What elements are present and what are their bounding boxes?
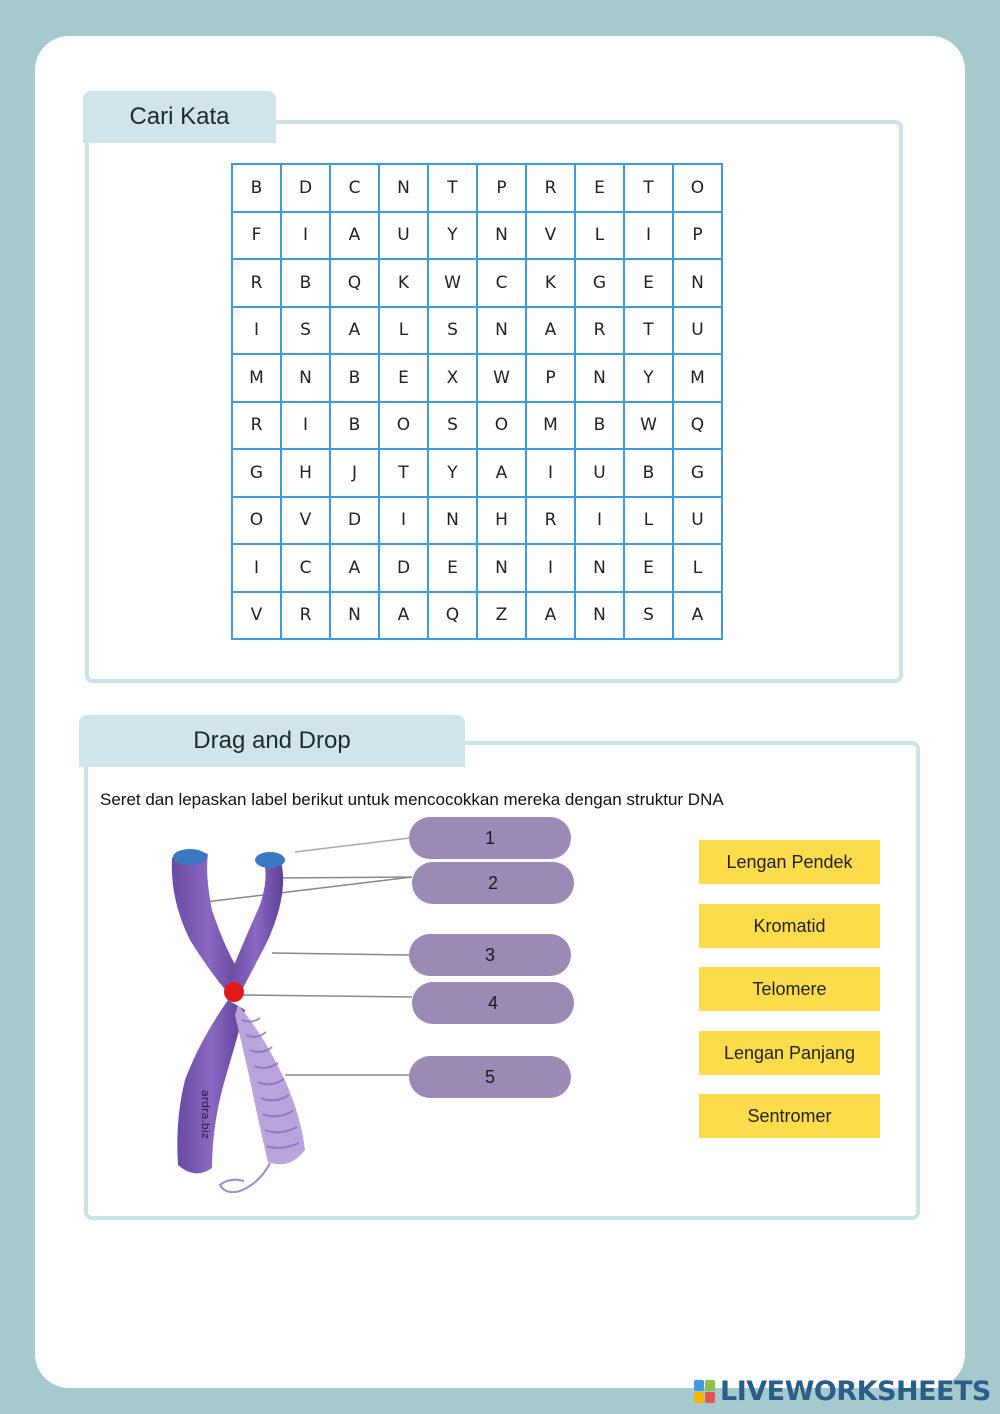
- grid-cell[interactable]: E: [625, 545, 674, 593]
- grid-cell[interactable]: A: [527, 308, 576, 356]
- grid-cell[interactable]: C: [331, 165, 380, 213]
- liveworksheets-logo-icon: [694, 1380, 716, 1404]
- grid-cell[interactable]: T: [429, 165, 478, 213]
- grid-cell[interactable]: P: [527, 355, 576, 403]
- grid-cell[interactable]: N: [478, 545, 527, 593]
- grid-cell[interactable]: C: [478, 260, 527, 308]
- grid-cell[interactable]: I: [576, 498, 625, 546]
- grid-cell[interactable]: Y: [429, 213, 478, 261]
- grid-cell[interactable]: B: [331, 355, 380, 403]
- grid-cell[interactable]: G: [674, 450, 723, 498]
- grid-cell[interactable]: V: [233, 593, 282, 641]
- grid-cell[interactable]: L: [380, 308, 429, 356]
- grid-cell[interactable]: A: [331, 213, 380, 261]
- grid-cell[interactable]: R: [233, 260, 282, 308]
- grid-cell[interactable]: Q: [429, 593, 478, 641]
- drag-label-kromatid[interactable]: Kromatid: [699, 904, 880, 948]
- grid-cell[interactable]: V: [282, 498, 331, 546]
- grid-cell[interactable]: N: [576, 593, 625, 641]
- grid-cell[interactable]: O: [478, 403, 527, 451]
- grid-cell[interactable]: I: [282, 213, 331, 261]
- grid-cell[interactable]: I: [527, 545, 576, 593]
- grid-cell[interactable]: N: [282, 355, 331, 403]
- grid-cell[interactable]: E: [429, 545, 478, 593]
- grid-cell[interactable]: R: [527, 165, 576, 213]
- grid-cell[interactable]: E: [625, 260, 674, 308]
- grid-cell[interactable]: B: [625, 450, 674, 498]
- grid-cell[interactable]: N: [429, 498, 478, 546]
- grid-cell[interactable]: N: [380, 165, 429, 213]
- grid-cell[interactable]: M: [674, 355, 723, 403]
- liveworksheets-logo[interactable]: [694, 1376, 991, 1407]
- grid-cell[interactable]: T: [625, 308, 674, 356]
- grid-cell[interactable]: N: [674, 260, 723, 308]
- grid-cell[interactable]: M: [233, 355, 282, 403]
- grid-cell[interactable]: N: [331, 593, 380, 641]
- grid-cell[interactable]: H: [282, 450, 331, 498]
- grid-cell[interactable]: E: [576, 165, 625, 213]
- drag-label-lengan-panjang[interactable]: Lengan Panjang: [699, 1031, 880, 1075]
- grid-cell[interactable]: A: [331, 545, 380, 593]
- drag-label-sentromer[interactable]: Sentromer: [699, 1094, 880, 1138]
- image-watermark: ardra.biz: [199, 1090, 212, 1139]
- grid-cell[interactable]: A: [331, 308, 380, 356]
- drag-drop-title: Drag and Drop: [79, 715, 465, 767]
- grid-cell[interactable]: R: [282, 593, 331, 641]
- grid-cell[interactable]: O: [380, 403, 429, 451]
- grid-cell[interactable]: N: [576, 545, 625, 593]
- grid-cell[interactable]: I: [233, 545, 282, 593]
- grid-cell[interactable]: Y: [625, 355, 674, 403]
- grid-cell[interactable]: L: [674, 545, 723, 593]
- drop-slot-3[interactable]: 3: [409, 934, 571, 976]
- grid-cell[interactable]: W: [625, 403, 674, 451]
- grid-cell[interactable]: I: [527, 450, 576, 498]
- grid-cell[interactable]: C: [282, 545, 331, 593]
- grid-cell[interactable]: X: [429, 355, 478, 403]
- grid-cell[interactable]: M: [527, 403, 576, 451]
- grid-cell[interactable]: L: [576, 213, 625, 261]
- grid-cell[interactable]: L: [625, 498, 674, 546]
- grid-cell[interactable]: I: [625, 213, 674, 261]
- drag-label-telomere[interactable]: Telomere: [699, 967, 880, 1011]
- grid-cell[interactable]: G: [576, 260, 625, 308]
- grid-cell[interactable]: R: [233, 403, 282, 451]
- grid-cell[interactable]: A: [527, 593, 576, 641]
- grid-cell[interactable]: J: [331, 450, 380, 498]
- grid-cell[interactable]: E: [380, 355, 429, 403]
- drag-label-lengan-pendek[interactable]: Lengan Pendek: [699, 840, 880, 884]
- grid-cell[interactable]: V: [527, 213, 576, 261]
- grid-cell[interactable]: U: [576, 450, 625, 498]
- grid-cell[interactable]: N: [576, 355, 625, 403]
- drop-slot-2[interactable]: 2: [412, 862, 574, 904]
- grid-cell[interactable]: D: [380, 545, 429, 593]
- grid-cell[interactable]: A: [380, 593, 429, 641]
- grid-cell[interactable]: T: [625, 165, 674, 213]
- grid-cell[interactable]: S: [429, 308, 478, 356]
- grid-cell[interactable]: A: [478, 450, 527, 498]
- grid-cell[interactable]: Y: [429, 450, 478, 498]
- grid-cell[interactable]: B: [282, 260, 331, 308]
- grid-cell[interactable]: U: [380, 213, 429, 261]
- grid-cell[interactable]: A: [674, 593, 723, 641]
- grid-cell[interactable]: U: [674, 308, 723, 356]
- grid-cell[interactable]: W: [429, 260, 478, 308]
- grid-cell[interactable]: K: [380, 260, 429, 308]
- grid-cell[interactable]: O: [233, 498, 282, 546]
- drag-drop-instruction: Seret dan lepaskan label berikut untuk mencocokkan mereka dengan struktur DNA: [100, 790, 724, 809]
- grid-cell[interactable]: D: [331, 498, 380, 546]
- grid-cell[interactable]: K: [527, 260, 576, 308]
- drop-slot-1[interactable]: 1: [409, 817, 571, 859]
- grid-cell[interactable]: Z: [478, 593, 527, 641]
- grid-cell[interactable]: U: [674, 498, 723, 546]
- word-search-title: Cari Kata: [83, 91, 276, 143]
- grid-cell[interactable]: S: [429, 403, 478, 451]
- grid-cell[interactable]: P: [478, 165, 527, 213]
- grid-cell[interactable]: I: [233, 308, 282, 356]
- grid-cell[interactable]: S: [625, 593, 674, 641]
- grid-cell[interactable]: R: [527, 498, 576, 546]
- grid-cell[interactable]: R: [576, 308, 625, 356]
- grid-cell[interactable]: N: [478, 308, 527, 356]
- grid-cell[interactable]: B: [233, 165, 282, 213]
- grid-cell[interactable]: Q: [331, 260, 380, 308]
- drop-slot-5[interactable]: 5: [409, 1056, 571, 1098]
- chromosome-illustration: [150, 830, 330, 1210]
- grid-cell[interactable]: Q: [674, 403, 723, 451]
- grid-cell[interactable]: I: [282, 403, 331, 451]
- grid-cell[interactable]: I: [380, 498, 429, 546]
- grid-cell[interactable]: H: [478, 498, 527, 546]
- grid-cell[interactable]: T: [380, 450, 429, 498]
- liveworksheets-logo-text: LIVEWORKSHEETS: [720, 1376, 991, 1407]
- grid-cell[interactable]: F: [233, 213, 282, 261]
- drop-slot-4[interactable]: 4: [412, 982, 574, 1024]
- grid-cell[interactable]: D: [282, 165, 331, 213]
- grid-cell[interactable]: B: [576, 403, 625, 451]
- grid-cell[interactable]: S: [282, 308, 331, 356]
- grid-cell[interactable]: P: [674, 213, 723, 261]
- grid-cell[interactable]: W: [478, 355, 527, 403]
- grid-cell[interactable]: O: [674, 165, 723, 213]
- grid-cell[interactable]: G: [233, 450, 282, 498]
- grid-cell[interactable]: B: [331, 403, 380, 451]
- grid-cell[interactable]: N: [478, 213, 527, 261]
